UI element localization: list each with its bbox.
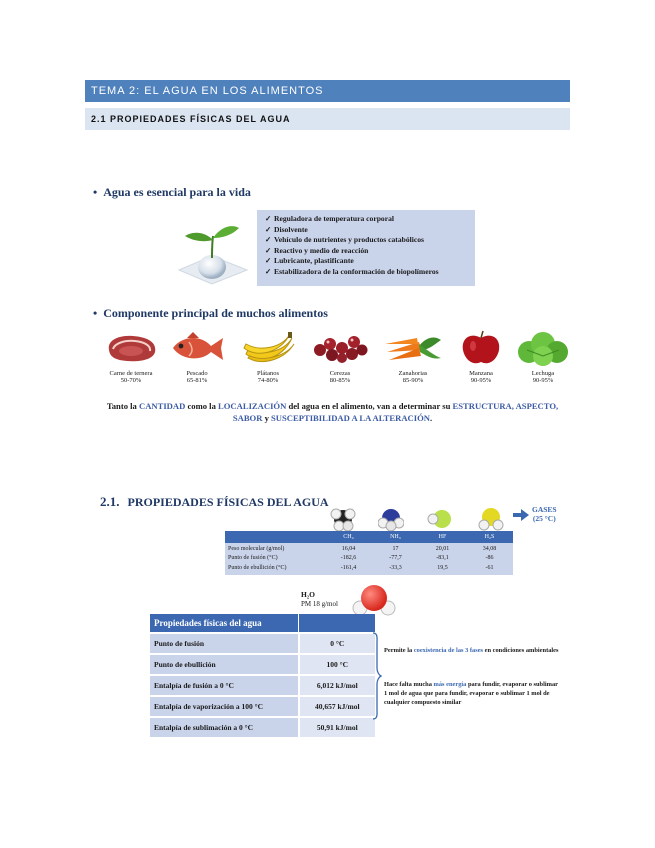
food-item [310, 330, 370, 384]
section-header: 2.1 PROPIEDADES FÍSICAS DEL AGUA [85, 108, 570, 130]
ammonia-molecule-icon [378, 507, 404, 531]
food-name: Cerezas [329, 370, 351, 377]
table-header-row [225, 531, 513, 543]
food-percent: 50-70% [120, 377, 142, 384]
water-formula: H₂O PM 18 g/mol [301, 590, 338, 608]
table-row: Punto de ebullición (°C) -161,4 -33,3 19,5 -61 [228, 564, 494, 571]
methane-molecule-icon [330, 507, 356, 531]
food-name: Manzana [469, 370, 493, 377]
curly-brace-icon [372, 632, 382, 720]
food-item [383, 330, 443, 384]
food-name: Plátanos [256, 370, 280, 377]
table-row: Punto de ebullición 100 °C [150, 655, 375, 675]
food-item [451, 330, 511, 384]
bullet-water-essential: • Agua es esencial para la vida [93, 185, 251, 199]
food-name: Carne de ternera [109, 370, 153, 377]
function-item: ✓ Vehículo de nutrientes y productos catabólicos [265, 235, 424, 245]
plant-sprout-icon [175, 218, 250, 286]
function-item: ✓ Estabilizadora de la conformación de biopolímeros [265, 266, 439, 276]
food-name: Zanahorias [398, 370, 428, 377]
food-item [238, 330, 298, 384]
table-row: Entalpía de fusión a 0 °C 6,012 kJ/mol [150, 676, 375, 696]
bullet-main-component: • Componente principal de muchos alimentos [93, 306, 328, 320]
fish-icon [167, 330, 227, 366]
food-item [101, 330, 161, 384]
lettuce-icon [513, 330, 573, 366]
table-row: Punto de fusión (°C) -182,6 -77,7 -83,1 -86 [228, 555, 494, 562]
note-three-phases: Permite la coexistencia de las 3 fases en condiciones ambientales [384, 647, 559, 654]
food-item [167, 330, 227, 384]
hf-molecule-icon [427, 507, 453, 531]
table-header-row: Propiedades físicas del agua [150, 614, 375, 632]
apple-icon [451, 330, 511, 366]
food-name: Pescado [186, 370, 208, 377]
summary-sentence: Tanto la CANTIDAD como la LOCALIZACIÓN del agua en el alimento, van a determinar su ESTRUCTURA, ASPECTO, SABOR y SUSCEPTIBILIDAD A LA ALTERACIÓN. [106, 401, 559, 423]
banana-icon [238, 330, 298, 366]
slide2-title: 2.1. PROPIEDADES FÍSICAS DEL AGUA [100, 494, 329, 509]
food-percent: 65-81% [186, 377, 208, 384]
bullet-text: Agua es esencial para la vida [103, 185, 251, 199]
bullet-text: Componente principal de muchos alimentos [103, 306, 328, 320]
food-name: Lechuga [531, 370, 555, 377]
column-header: NH₃ [390, 534, 401, 540]
gas-comparison-table [225, 531, 513, 575]
arrow-right-icon [513, 509, 529, 521]
cherry-icon [310, 330, 370, 366]
function-item: ✓ Reguladora de temperatura corporal [265, 214, 394, 223]
tema-header: TEMA 2: EL AGUA EN LOS ALIMENTOS [85, 80, 570, 102]
beef-icon [103, 330, 159, 366]
table-row: Punto de fusión 0 °C [150, 634, 375, 654]
column-header: H₂S [484, 534, 495, 540]
column-header: CH₄ [343, 534, 354, 540]
table-row: Entalpía de vaporización a 100 °C 40,657 kJ/mol [150, 697, 375, 717]
food-percent: 80-85% [329, 377, 351, 384]
column-header: HF [438, 534, 447, 540]
note-energy: Hace falta mucha más energía para fundir, evaporar o sublimar 1 mol de agua que para fundir, evaporar o sublimar 1 mol de cualquier compuesto similar [384, 681, 558, 706]
food-percent: 85-90% [402, 377, 424, 384]
water-functions-box [257, 210, 475, 286]
gases-label: GASES (25 °C) [532, 505, 557, 523]
food-percent: 90-95% [532, 377, 554, 384]
food-item [513, 330, 573, 384]
food-percent: 74-80% [257, 377, 279, 384]
water-properties-table [150, 614, 375, 737]
function-item: ✓ Disolvente [265, 224, 308, 234]
food-percent: 90-95% [470, 377, 492, 384]
table-row: Entalpía de sublimación a 0 °C 50,91 kJ/mol [150, 718, 375, 738]
carrot-icon [383, 330, 443, 366]
function-item: ✓ Lubricante, plastificante [265, 256, 354, 266]
table-row: Peso molecular (g/mol) 16,04 17 20,01 34,08 [228, 546, 497, 552]
h2s-molecule-icon [478, 507, 504, 531]
function-item: ✓ Reactivo y medio de reacción [265, 245, 369, 255]
